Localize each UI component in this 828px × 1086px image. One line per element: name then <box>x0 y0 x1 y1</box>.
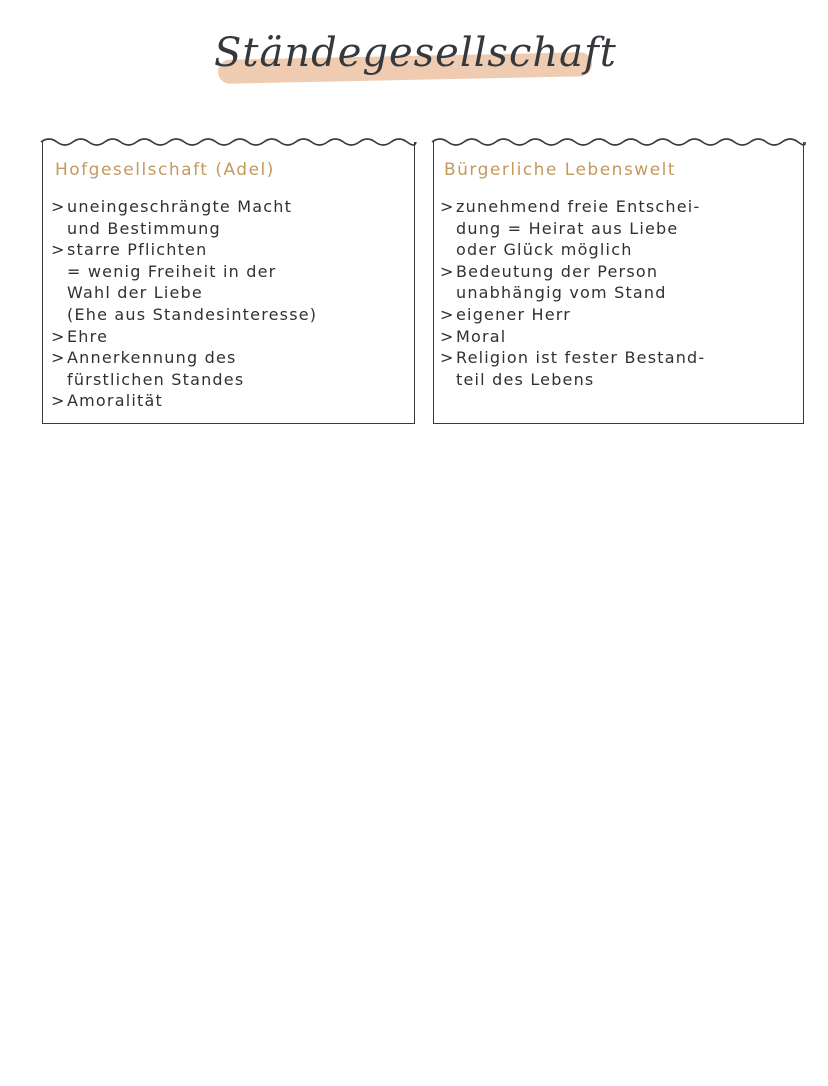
list-item-line: Moral <box>456 326 507 346</box>
card-top-wave <box>432 136 805 148</box>
list-item <box>51 390 406 412</box>
list-item <box>51 196 406 239</box>
list-item-line: dung = Heirat aus Liebe <box>456 218 679 238</box>
item-list <box>51 196 406 412</box>
list-item-line: Annerkennung des <box>67 348 237 368</box>
list-item-line: starre Pflichten <box>67 240 208 260</box>
card-top-wave <box>41 136 416 148</box>
list-item-line: Amoralität <box>67 391 163 411</box>
list-item <box>440 196 795 261</box>
list-item-line: Bedeutung der Person <box>456 261 659 281</box>
card-title: Hofgesellschaft (Adel) <box>55 160 275 180</box>
list-item-line: eigener Herr <box>456 304 572 324</box>
card-hofgesellschaft <box>42 142 415 424</box>
list-item-line: fürstlichen Standes <box>67 369 245 389</box>
list-item-line: und Bestimmung <box>67 218 221 238</box>
list-item-line: teil des Lebens <box>456 369 595 389</box>
card-buergerliche-lebenswelt <box>433 142 804 424</box>
list-item-line: unabhängig vom Stand <box>456 283 667 303</box>
list-item-line: Ehre <box>67 326 109 346</box>
list-item <box>440 261 795 304</box>
list-item <box>51 239 406 325</box>
list-item-line: = wenig Freiheit in der <box>67 261 277 281</box>
list-item <box>51 347 406 390</box>
list-item <box>440 347 795 390</box>
list-item-line: zunehmend freie Entschei- <box>456 197 701 216</box>
list-item <box>51 326 406 348</box>
card-title: Bürgerliche Lebenswelt <box>444 160 677 180</box>
list-item <box>440 304 795 326</box>
list-item <box>440 326 795 348</box>
page-title: Ständegesellschaft <box>214 30 617 76</box>
list-item-line: uneingeschrängte Macht <box>67 197 293 216</box>
list-item-line: (Ehe aus Standesinteresse) <box>67 304 318 324</box>
list-item-line: Religion ist fester Bestand- <box>456 348 706 368</box>
list-item-line: Wahl der Liebe <box>67 283 203 303</box>
page-title-block <box>214 26 617 100</box>
item-list <box>440 196 795 390</box>
list-item-line: oder Glück möglich <box>456 240 633 260</box>
